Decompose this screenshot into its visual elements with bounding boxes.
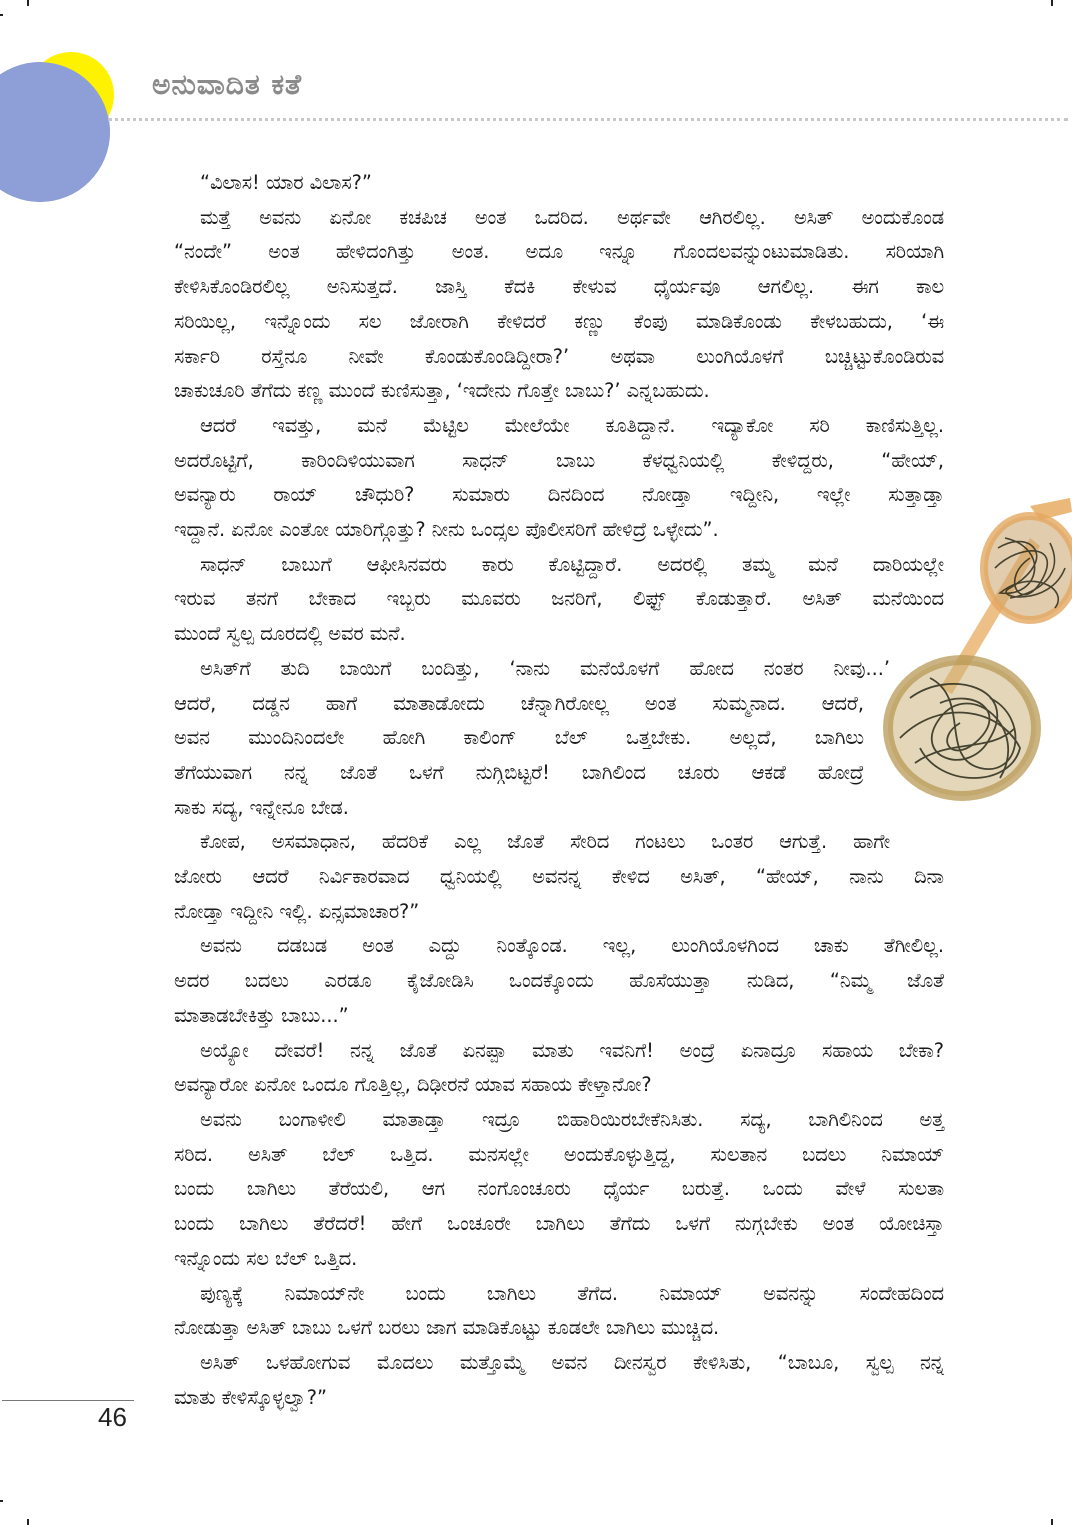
crop-mark bbox=[0, 14, 3, 16]
story-line: ಅವನ್ಯಾರು ರಾಯ್ ಚೌಧುರಿ? ಸುಮಾರು ದಿನದಿಂದ ನೋಡ್ತಾ ಇದ್ದೀನಿ, ಇಲ್ಲೇ ಸುತ್ತಾಡ್ತಾ bbox=[174, 483, 944, 507]
story-line: ಅಸಿತ್‌ಗೆ ತುದಿ ಬಾಯಿಗೆ ಬಂದಿತ್ತು, ‘ನಾನು ಮನೆಯೊಳಗೆ ಹೋದ ನಂತರ ನೀವು...’ bbox=[200, 656, 890, 680]
header-dotted-divider bbox=[108, 118, 1068, 121]
story-line: ಸರಿಯಿಲ್ಲ, ಇನ್ನೊಂದು ಸಲ ಜೋರಾಗಿ ಕೇಳಿದರೆ ಕಣ್ಣು ಕೆಂಪು ಮಾಡಿಕೊಂಡು ಕೇಳಬಹುದು, ‘ಈ bbox=[174, 309, 944, 333]
crop-mark bbox=[1051, 1519, 1053, 1525]
story-line: ಅಯ್ಯೋ ದೇವರೆ! ನನ್ನ ಜೊತೆ ಏನಪ್ಪಾ ಮಾತು ಇವನಿಗೆ! ಅಂದ್ರೆ ಏನಾದ್ರೂ ಸಹಾಯ ಬೇಕಾ? bbox=[200, 1038, 944, 1062]
story-line: ಆದರೆ, ದಡ್ಡನ ಹಾಗೆ ಮಾತಾಡೋದು ಚೆನ್ನಾಗಿರೋಲ್ಲ ಅಂತ ಸುಮ್ಮನಾದ. ಆದರೆ, bbox=[174, 691, 864, 715]
story-line: ಇದ್ದಾನೆ. ಏನೋ ಎಂತೋ ಯಾರಿಗ್ಗೊತ್ತು? ನೀನು ಒಂದ್ಸಲ ಪೊಲೀಸರಿಗೆ ಹೇಳಿದ್ರೆ ಒಳ್ಳೇದು”. bbox=[174, 518, 719, 542]
story-line: “ನಂದೇ” ಅಂತ ಹೇಳಿದಂಗಿತ್ತು ಅಂತ. ಅದೂ ಇನ್ನೂ ಗೊಂದಲವನ್ನುಂಟುಮಾಡಿತು. ಸರಿಯಾಗಿ bbox=[174, 240, 944, 264]
story-line: ಬಂದು ಬಾಗಿಲು ತೆರೆಯಲಿ, ಆಗ ನಂಗೊಂಚೂರು ಧೈರ್ಯ ಬರುತ್ತೆ. ಒಂದು ವೇಳೆ ಸುಲತಾ bbox=[174, 1177, 944, 1201]
story-line: ಬಂದು ಬಾಗಿಲು ತೆರೆದರೆ! ಹೇಗೆ ಒಂಚೂರೇ ಬಾಗಿಲು ತೆಗೆದು ಒಳಗೆ ನುಗ್ಗಬೇಕು ಅಂತ ಯೋಚಿಸ್ತಾ bbox=[174, 1212, 944, 1236]
crop-mark bbox=[1051, 0, 1053, 6]
story-line: ಕೋಪ, ಅಸಮಾಧಾನ, ಹೆದರಿಕೆ ಎಲ್ಲ ಜೊತೆ ಸೇರಿದ ಗಂಟಲು ಒಂತರ ಆಗುತ್ತೆ. ಹಾಗೇ bbox=[200, 830, 890, 854]
story-line: ಮತ್ತೆ ಅವನು ಏನೋ ಕಚಪಿಚ ಅಂತ ಒದರಿದ. ಅರ್ಥವೇ ಆಗಿರಲಿಲ್ಲ. ಅಸಿತ್ ಅಂದುಕೊಂಡ bbox=[200, 205, 944, 229]
story-line: ನೋಡುತ್ತಾ ಅಸಿತ್ ಬಾಬು ಒಳಗೆ ಬರಲು ಜಾಗ ಮಾಡಿಕೊಟ್ಟು ಕೂಡಲೇ ಬಾಗಿಲು ಮುಚ್ಚಿದ. bbox=[174, 1316, 720, 1340]
story-line: ಚಾಕುಚೂರಿ ತೆಗೆದು ಕಣ್ಣ ಮುಂದೆ ಕುಣಿಸುತ್ತಾ, ‘ಇದೇನು ಗೊತ್ತೇ ಬಾಬು?’ ಎನ್ನಬಹುದು. bbox=[174, 379, 710, 403]
story-line: ಇರುವ ತನಗೆ ಬೇಕಾದ ಇಬ್ಬರು ಮೂವರು ಜನರಿಗೆ, ಲಿಫ್ಟ್ ಕೊಡುತ್ತಾರೆ. ಅಸಿತ್ ಮನೆಯಿಂದ bbox=[174, 587, 944, 611]
crop-mark bbox=[0, 1500, 3, 1502]
page-number: 46 bbox=[98, 1402, 127, 1432]
story-line: ಸರಿದ. ಅಸಿತ್ ಬೆಲ್ ಒತ್ತಿದ. ಮನಸಲ್ಲೇ ಅಂದುಕೊಳ್ಳುತ್ತಿದ್ದ, ಸುಲತಾನ ಬದಲು ನಿಮಾಯ್ bbox=[174, 1142, 944, 1166]
footer-rule bbox=[2, 1400, 134, 1401]
story-line: “ವಿಲಾಸ! ಯಾರ ವಿಲಾಸ?” bbox=[200, 171, 372, 194]
section-title: ಅನುವಾದಿತ ಕತೆ bbox=[152, 68, 303, 101]
story-line: ಸಾಕು ಸದ್ಯ, ಇನ್ನೇನೂ ಬೇಡ. bbox=[174, 795, 349, 819]
story-line: ಅವನ ಮುಂದಿನಿಂದಲೇ ಹೋಗಿ ಕಾಲಿಂಗ್ ಬೆಲ್ ಒತ್ತಬೇಕು. ಅಲ್ಲದೆ, ಬಾಗಿಲು bbox=[174, 726, 864, 750]
circle-overlap-decoration bbox=[0, 52, 120, 212]
story-line: ಅವನು ಬಂಗಾಳೀಲಿ ಮಾತಾಡ್ತಾ ಇದ್ರೂ ಬಿಹಾರಿಯಿರಬೇಕೆನಿಸಿತು. ಸದ್ಯ, ಬಾಗಿಲಿನಿಂದ ಅತ್ತ bbox=[200, 1107, 944, 1131]
story-line: ಜೋರು ಆದರೆ ನಿರ್ವಿಕಾರವಾದ ಧ್ವನಿಯಲ್ಲಿ ಅವನನ್ನ ಕೇಳಿದ ಅಸಿತ್, “ಹೇಯ್, ನಾನು ದಿನಾ bbox=[174, 865, 944, 889]
story-line: ತೆಗೆಯುವಾಗ ನನ್ನ ಜೊತೆ ಒಳಗೆ ನುಗ್ಗಿಬಿಟ್ಟರೆ! ಬಾಗಿಲಿಂದ ಚೂರು ಆಕಡೆ ಹೋದ್ರೆ bbox=[174, 760, 864, 784]
crop-mark bbox=[27, 1519, 29, 1525]
story-line: ಇನ್ನೊಂದು ಸಲ ಬೆಲ್ ಒತ್ತಿದ. bbox=[174, 1246, 358, 1270]
story-line: ಆದರೆ ಇವತ್ತು, ಮನೆ ಮೆಟ್ಟಿಲ ಮೇಲೆಯೇ ಕೂತಿದ್ದಾನೆ. ಇದ್ಯಾಕೋ ಸರಿ ಕಾಣಿಸುತ್ತಿಲ್ಲ. bbox=[200, 413, 944, 437]
story-body bbox=[174, 166, 944, 1415]
story-line: ಮಾತು ಕೇಳಿಸ್ಕೊಳ್ಳಲ್ವಾ?” bbox=[174, 1385, 327, 1409]
story-line: ಅವನು ದಡಬಡ ಅಂತ ಎದ್ದು ನಿಂತ್ಕೊಂಡ. ಇಲ್ಲ, ಲುಂಗಿಯೊಳಗಿಂದ ಚಾಕು ತೆಗೀಲಿಲ್ಲ. bbox=[200, 934, 944, 958]
story-line: ಕೇಳಿಸಿಕೊಂಡಿರಲಿಲ್ಲ ಅನಿಸುತ್ತದೆ. ಜಾಸ್ತಿ ಕೆದಕಿ ಕೇಳುವ ಧೈರ್ಯವೂ ಆಗಲಿಲ್ಲ. ಈಗ ಕಾಲ bbox=[174, 275, 944, 299]
story-line: ಅದರ ಬದಲು ಎರಡೂ ಕೈಜೋಡಿಸಿ ಒಂದಕ್ಕೊಂದು ಹೊಸೆಯುತ್ತಾ ನುಡಿದ, “ನಿಮ್ಮ ಜೊತೆ bbox=[174, 969, 944, 993]
sunglasses-illustration bbox=[880, 498, 1072, 818]
story-line: ಅಸಿತ್ ಒಳಹೋಗುವ ಮೊದಲು ಮತ್ತೊಮ್ಮೆ ಅವನ ದೀನಸ್ವರ ಕೇಳಿಸಿತು, “ಬಾಬೂ, ಸ್ವಲ್ಪ ನನ್ನ bbox=[200, 1350, 944, 1374]
crop-mark bbox=[27, 0, 29, 6]
story-line: ಪುಣ್ಯಕ್ಕೆ ನಿಮಾಯ್‌ನೇ ಬಂದು ಬಾಗಿಲು ತೆಗೆದ. ನಿಮಾಯ್ ಅವನನ್ನು ಸಂದೇಹದಿಂದ bbox=[200, 1281, 944, 1305]
story-line: ಸರ್ಕಾರಿ ರಸ್ತೆನೂ ನೀವೇ ಕೊಂಡುಕೊಂಡಿದ್ದೀರಾ?’ ಅಥವಾ ಲುಂಗಿಯೊಳಗೆ ಬಚ್ಚಿಟ್ಟುಕೊಂಡಿರುವ bbox=[174, 344, 944, 368]
story-line: ಮುಂದೆ ಸ್ವಲ್ಪ ದೂರದಲ್ಲಿ ಅವರ ಮನೆ. bbox=[174, 622, 406, 646]
story-line: ಅದರೊಟ್ಟಿಗೆ, ಕಾರಿಂದಿಳಿಯುವಾಗ ಸಾಧನ್ ಬಾಬು ಕೆಳಧ್ವನಿಯಲ್ಲಿ ಕೇಳಿದ್ದರು, “ಹೇಯ್, bbox=[174, 448, 944, 472]
story-line: ಅವನ್ಯಾರೋ ಏನೋ ಒಂದೂ ಗೊತ್ತಿಲ್ಲ, ದಿಢೀರನೆ ಯಾವ ಸಹಾಯ ಕೇಳ್ತಾನೋ? bbox=[174, 1073, 652, 1097]
story-line: ಸಾಧನ್ ಬಾಬುಗೆ ಆಫೀಸಿನವರು ಕಾರು ಕೊಟ್ಟಿದ್ದಾರೆ. ಅದರಲ್ಲಿ ತಮ್ಮ ಮನೆ ದಾರಿಯಲ್ಲೇ bbox=[200, 552, 944, 576]
story-line: ಮಾತಾಡಬೇಕಿತ್ತು ಬಾಬು...” bbox=[174, 1003, 349, 1027]
story-line: ನೋಡ್ತಾ ಇದ್ದೀನಿ ಇಲ್ಲಿ. ಏನ್ಸಮಾಚಾರ?” bbox=[174, 899, 420, 923]
